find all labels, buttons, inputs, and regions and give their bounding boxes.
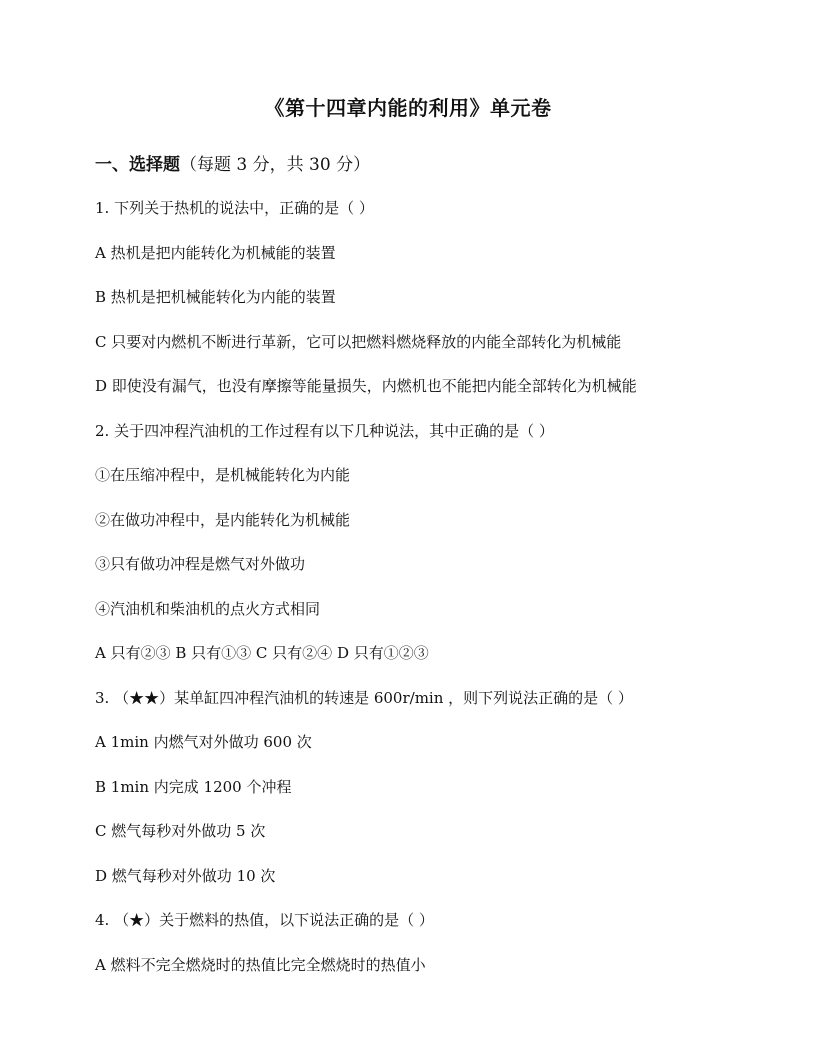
question-2-statement-3: ③只有做功冲程是燃气对外做功 (95, 555, 306, 573)
question-3-stem: 3. （★★）某单缸四冲程汽油机的转速是 600r/min ，则下列说法正确的是（ ） (95, 689, 633, 707)
question-3-option-d: D 燃气每秒对外做功 10 次 (95, 867, 276, 885)
page-title: 《第十四章内能的利用》单元卷 (264, 96, 552, 120)
question-1-option-a: A 热机是把内能转化为机械能的装置 (95, 244, 336, 262)
question-1-option-c: C 只要对内燃机不断进行革新，它可以把燃料燃烧释放的内能全部转化为机械能 (95, 333, 622, 351)
question-4-stem: 4. （★）关于燃料的热值，以下说法正确的是（ ） (95, 911, 434, 929)
question-1-option-b: B 热机是把机械能转化为内能的装置 (95, 288, 336, 306)
question-2-statement-2: ②在做功冲程中，是内能转化为机械能 (95, 511, 351, 529)
question-1-option-d: D 即使没有漏气，也没有摩擦等能量损失，内燃机也不能把内能全部转化为机械能 (95, 377, 637, 395)
section-heading-label: 一、选择题 (95, 155, 180, 175)
question-4-option-a: A 燃料不完全燃烧时的热值比完全燃烧时的热值小 (95, 956, 426, 974)
question-2-statement-4: ④汽油机和柴油机的点火方式相同 (95, 600, 321, 618)
question-3-option-a: A 1min 内燃气对外做功 600 次 (95, 733, 312, 751)
question-2-stem: 2. 关于四冲程汽油机的工作过程有以下几种说法，其中正确的是（ ） (95, 422, 554, 440)
question-1-stem: 1. 下列关于热机的说法中，正确的是（ ） (95, 199, 374, 217)
section-heading (95, 150, 370, 175)
question-3-option-b: B 1min 内完成 1200 个冲程 (95, 778, 292, 796)
question-2-statement-1: ①在压缩冲程中，是机械能转化为内能 (95, 466, 351, 484)
question-2-options: A 只有②③ B 只有①③ C 只有②④ D 只有①②③ (95, 644, 429, 662)
question-3-option-c: C 燃气每秒对外做功 5 次 (95, 822, 266, 840)
section-heading-note: （每题 3 分，共 30 分） (180, 155, 371, 175)
